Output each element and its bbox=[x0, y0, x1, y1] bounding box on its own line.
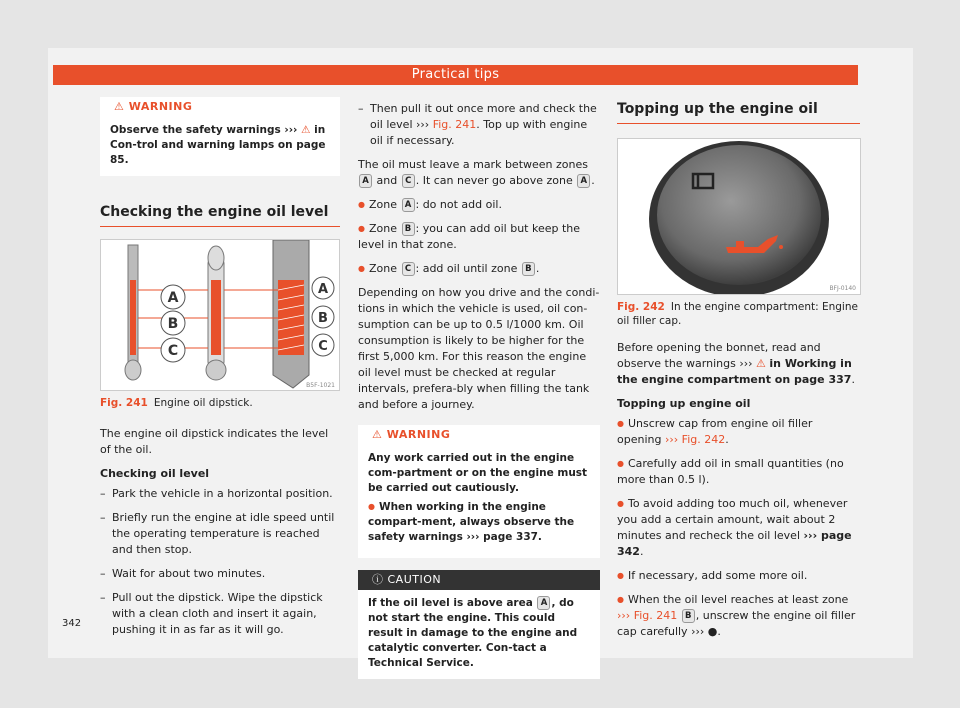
zone-item: ● Zone A : do not add oil. bbox=[358, 197, 600, 213]
svg-text:C: C bbox=[167, 343, 179, 359]
zone-badge: A bbox=[577, 174, 590, 188]
info-icon: ⓘ bbox=[372, 573, 384, 586]
warning-box bbox=[100, 97, 340, 176]
warning-body: Observe the safety warnings ››› ⚠ in Con-trol and warning lamps on page 85. bbox=[110, 124, 326, 166]
zone-badge: C bbox=[402, 262, 415, 276]
zone-badge: B bbox=[682, 609, 695, 623]
page-reference-link[interactable]: ››› page 342 bbox=[617, 529, 852, 558]
warning-header: ⚠ WARNING bbox=[100, 97, 340, 117]
zone-badge: A bbox=[359, 174, 372, 188]
zone-label-a bbox=[161, 285, 185, 309]
zone-badge: C bbox=[402, 174, 415, 188]
step-item: – Briefly run the engine at idle speed until the operating temperature is reached and then stop. bbox=[100, 510, 340, 558]
caution-box bbox=[358, 570, 600, 679]
zone-label-b bbox=[161, 311, 185, 335]
zone-badge: A bbox=[402, 198, 415, 212]
topping-step: ● If necessary, add some more oil. bbox=[617, 568, 860, 584]
zone-badge: B bbox=[522, 262, 535, 276]
svg-text:B: B bbox=[167, 316, 179, 332]
dipstick-illustration bbox=[101, 240, 339, 390]
section-title-checking: Checking the engine oil level bbox=[100, 204, 340, 227]
figure-caption-242: Fig. 242 In the engine compartment: Engine oil filler cap. bbox=[617, 301, 858, 327]
zone-item: ● Zone C : add oil until zone B . bbox=[358, 261, 600, 277]
topping-step: ● Unscrew cap from engine oil filler opening ››› Fig. 242. bbox=[617, 416, 860, 448]
svg-text:A: A bbox=[317, 282, 329, 297]
consumption-text: Depending on how you drive and the condi-tions in which the vehicle is used, oil con-sumption can be up to 0.5 l/1000 km. Oil consumption is likely to be higher for the first 5,000 km. For this reason the engine oil level must be checked at regular intervals, prefera-bly when filling the tank and before a journey. bbox=[358, 286, 600, 411]
page-reference-link[interactable]: in Working in the engine compartment on page 337 bbox=[617, 357, 852, 386]
svg-text:BFJ-0140: BFJ-0140 bbox=[829, 285, 856, 292]
caution-header: ⓘ CAUTION bbox=[358, 570, 600, 590]
figure-filler-cap bbox=[617, 138, 861, 295]
warning-icon: ⚠ bbox=[114, 100, 125, 113]
caution-icon: ● bbox=[707, 625, 718, 638]
warning-header: ⚠ WARNING bbox=[358, 425, 600, 445]
oil-cap-illustration bbox=[618, 139, 860, 294]
warning-icon: ⚠ bbox=[301, 124, 311, 136]
zone-badge: A bbox=[537, 596, 550, 610]
subheading-topping: Topping up engine oil bbox=[617, 397, 751, 410]
zone-item: ● Zone B : you can add oil but keep the level in that zone. bbox=[358, 221, 600, 253]
caution-body: If the oil level is above area A , do not start the engine. This could result in damage to the engine and catalytic converter. Con-tact a Technical Service. bbox=[368, 597, 578, 669]
topping-step: ● When the oil level reaches at least zone ››› Fig. 241 B , unscrew the engine oil filler cap carefully ››› ●. bbox=[617, 592, 860, 640]
column-middle bbox=[358, 101, 600, 679]
topping-step: ● To avoid adding too much oil, whenever you add a certain amount, wait about 2 minutes and recheck the oil level ››› page 342. bbox=[617, 496, 860, 560]
subheading-checking: Checking oil level bbox=[100, 467, 210, 480]
step-item: – Then pull it out once more and check the oil level ››› Fig. 241. Top up with engine oil if necessary. bbox=[358, 101, 600, 149]
mark-text: The oil must leave a mark between zones A and C . It can never go above zone A . bbox=[358, 158, 595, 187]
fig-reference-link[interactable]: ››› Fig. 242 bbox=[664, 433, 726, 446]
intro-text: The engine oil dipstick indicates the level of the oil. bbox=[100, 427, 329, 456]
step-item: – Wait for about two minutes. bbox=[100, 566, 340, 582]
fig-reference-link[interactable]: ››› Fig. 241 bbox=[617, 609, 678, 622]
step-item: – Pull out the dipstick. Wipe the dipstick with a clean cloth and insert it again, pushing it in as far as it will go. bbox=[100, 590, 340, 638]
column-left bbox=[100, 97, 340, 646]
warning-box-engine bbox=[358, 425, 600, 558]
topping-step: ● Carefully add oil in small quantities (no more than 0.5 l). bbox=[617, 456, 860, 488]
svg-text:B: B bbox=[318, 311, 328, 326]
svg-text:B5F-1021: B5F-1021 bbox=[306, 382, 335, 389]
warning-body: Any work carried out in the engine com-partment or on the engine must be carried out cautiously. ● When working in the engine compart-ment, always observe the safety warnings ››› page 337. bbox=[358, 445, 600, 558]
zone-badge: B bbox=[402, 222, 415, 236]
page-number: 342 bbox=[62, 618, 82, 629]
svg-text:A: A bbox=[167, 290, 179, 306]
figure-dipstick bbox=[100, 239, 340, 391]
page-header: Practical tips bbox=[53, 65, 858, 85]
fig-reference-link[interactable]: Fig. 241 bbox=[432, 118, 477, 131]
section-title-topping: Topping up the engine oil bbox=[617, 97, 860, 124]
column-right bbox=[617, 97, 860, 648]
svg-text:C: C bbox=[318, 339, 328, 354]
figure-caption-241: Fig. 241 Engine oil dipstick. bbox=[100, 397, 253, 409]
warning-icon: ⚠ bbox=[756, 357, 766, 370]
step-item: – Park the vehicle in a horizontal position. bbox=[100, 486, 340, 502]
before-text: Before opening the bonnet, read and observe the warnings ››› ⚠ in Working in the engine compartment on page 337. bbox=[617, 341, 855, 386]
zone-label-c bbox=[161, 338, 185, 362]
warning-icon: ⚠ bbox=[372, 428, 383, 441]
